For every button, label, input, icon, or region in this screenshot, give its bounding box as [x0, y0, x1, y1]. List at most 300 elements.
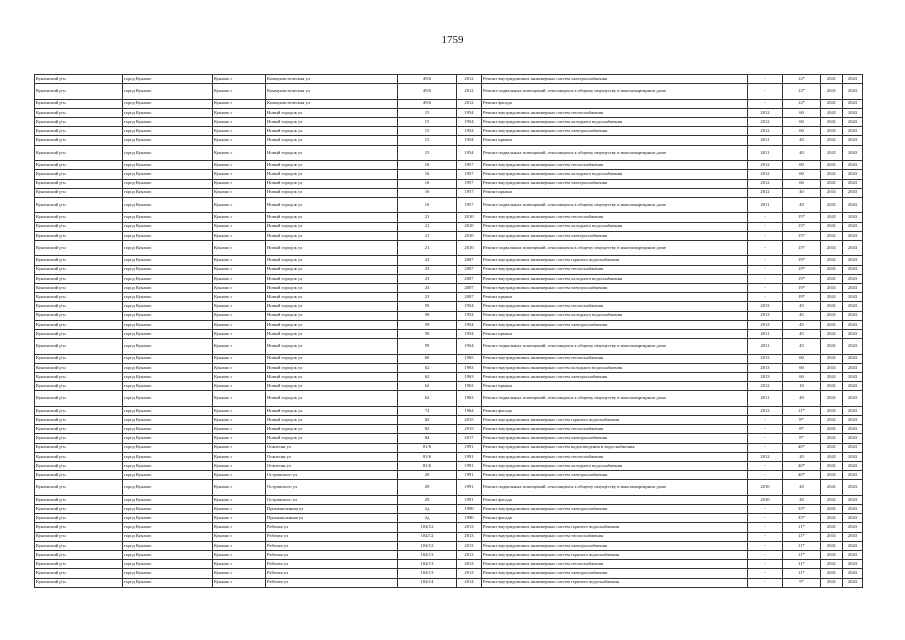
cell-settlement: город Кунашо: [123, 293, 213, 302]
cell-work-type: Ремонт внутридомовых инженерных систем холодного водоснабжения: [482, 311, 748, 320]
cell-locality: Кунашо г: [213, 293, 266, 302]
cell-work-type: Ремонт внутридомовых инженерных систем холодного водоснабжения: [482, 118, 748, 127]
cell-settlement: город Кунашо: [123, 363, 213, 372]
cell-build-year: 1954: [457, 108, 482, 117]
cell-wear-percent: 40: [783, 188, 821, 197]
cell-plan-start-year: 2041: [821, 514, 843, 523]
table-row: [35, 118, 863, 127]
cell-last-repair-year: -: [748, 222, 783, 231]
cell-district: Кунашский р-н: [35, 75, 123, 84]
cell-last-repair-year: 2012: [748, 170, 783, 179]
cell-locality: Кунашо г: [213, 329, 266, 338]
table-row: [35, 541, 863, 550]
cell-plan-start-year: 2041: [821, 541, 843, 550]
cell-district: Кунашский р-н: [35, 127, 123, 136]
cell-work-type: Ремонт внутридомовых инженерных систем электроснабжения: [482, 373, 748, 382]
cell-wear-percent: 19*: [783, 284, 821, 293]
cell-settlement: город Кунашо: [123, 495, 213, 504]
cell-work-type: Ремонт внутридомовых инженерных систем электроснабжения: [482, 320, 748, 329]
cell-wear-percent: 11*: [783, 541, 821, 550]
cell-wear-percent: 45: [783, 329, 821, 338]
cell-street: Новый городок ул: [266, 284, 398, 293]
cell-last-repair-year: 2012: [748, 118, 783, 127]
cell-plan-start-year: 2041: [821, 274, 843, 283]
cell-build-year: 1954: [457, 136, 482, 145]
cell-house-number: 49/6: [398, 99, 457, 108]
cell-street: Коммунистическая ул: [266, 84, 398, 100]
cell-house-number: 104/13: [398, 569, 457, 578]
page-number: 1759: [441, 34, 464, 46]
table-row: [35, 213, 863, 222]
cell-street: Рабочая ул: [266, 578, 398, 587]
table-row: [35, 108, 863, 117]
cell-house-number: 62: [398, 373, 457, 382]
cell-settlement: город Кунашо: [123, 320, 213, 329]
cell-build-year: 1954: [457, 329, 482, 338]
cell-house-number: 23: [398, 274, 457, 283]
cell-street: Новый городок ул: [266, 179, 398, 188]
cell-wear-percent: 60: [783, 161, 821, 170]
cell-locality: Кунашо г: [213, 84, 266, 100]
cell-wear-percent: 35*: [783, 505, 821, 514]
cell-plan-end-year: 2043: [843, 311, 863, 320]
cell-plan-end-year: 2043: [843, 541, 863, 550]
cell-work-type: Ремонт крыши: [482, 329, 748, 338]
cell-street: Новый городок ул: [266, 329, 398, 338]
cell-street: Новый городок ул: [266, 222, 398, 231]
cell-locality: Кунашо г: [213, 443, 266, 452]
cell-work-type: Ремонт внутридомовых инженерных систем электроснабжения: [482, 505, 748, 514]
cell-district: Кунашский р-н: [35, 161, 123, 170]
cell-district: Кунашский р-н: [35, 84, 123, 100]
cell-locality: Кунашо г: [213, 302, 266, 311]
cell-last-repair-year: -: [748, 532, 783, 541]
cell-wear-percent: 19*: [783, 293, 821, 302]
cell-plan-end-year: 2043: [843, 265, 863, 274]
cell-district: Кунашский р-н: [35, 532, 123, 541]
cell-work-type: Ремонт внутридомовых инженерных систем горячего водоснабжения: [482, 416, 748, 425]
cell-plan-end-year: 2043: [843, 240, 863, 256]
cell-work-type: Ремонт внутридомовых инженерных систем холодного водоснабжения: [482, 170, 748, 179]
cell-build-year: 1954: [457, 302, 482, 311]
cell-build-year: 2007: [457, 274, 482, 283]
cell-street: Новый городок ул: [266, 293, 398, 302]
cell-house-number: 74: [398, 406, 457, 415]
cell-locality: Кунашо г: [213, 578, 266, 587]
cell-locality: Кунашо г: [213, 541, 266, 550]
table-row: [35, 127, 863, 136]
cell-plan-end-year: 2043: [843, 462, 863, 471]
repair-schedule-table: [34, 74, 863, 588]
cell-house-number: 2д: [398, 505, 457, 514]
cell-house-number: 49/6: [398, 75, 457, 84]
cell-settlement: город Кунашо: [123, 197, 213, 213]
cell-build-year: 1954: [457, 145, 482, 161]
cell-house-number: 62: [398, 391, 457, 407]
cell-settlement: город Кунашо: [123, 382, 213, 391]
cell-settlement: город Кунашо: [123, 188, 213, 197]
cell-district: Кунашский р-н: [35, 471, 123, 480]
cell-build-year: 2010: [457, 240, 482, 256]
cell-house-number: 21: [398, 213, 457, 222]
cell-build-year: 2013: [457, 532, 482, 541]
cell-settlement: город Кунашо: [123, 551, 213, 560]
table-row: [35, 462, 863, 471]
cell-locality: Кунашо г: [213, 179, 266, 188]
cell-work-type: Ремонт внутридомовых инженерных систем электроснабжения: [482, 284, 748, 293]
cell-last-repair-year: -: [748, 240, 783, 256]
cell-plan-end-year: 2043: [843, 434, 863, 443]
cell-street: Новый городок ул: [266, 373, 398, 382]
cell-district: Кунашский р-н: [35, 560, 123, 569]
cell-wear-percent: 40: [783, 136, 821, 145]
table-row: [35, 274, 863, 283]
table-row: [35, 329, 863, 338]
cell-street: Оганесян ул: [266, 443, 398, 452]
cell-house-number: 84: [398, 434, 457, 443]
cell-plan-start-year: 2041: [821, 560, 843, 569]
cell-work-type: Ремонт внутридомовых инженерных систем теплоснабжения: [482, 560, 748, 569]
cell-district: Кунашский р-н: [35, 145, 123, 161]
cell-house-number: 16: [398, 179, 457, 188]
cell-plan-end-year: 2043: [843, 320, 863, 329]
cell-street: Новый городок ул: [266, 161, 398, 170]
table-row: [35, 354, 863, 363]
table-row: [35, 443, 863, 452]
cell-district: Кунашский р-н: [35, 354, 123, 363]
cell-settlement: город Кунашо: [123, 274, 213, 283]
cell-plan-end-year: 2043: [843, 108, 863, 117]
cell-build-year: 1954: [457, 339, 482, 355]
cell-street: Новый городок ул: [266, 339, 398, 355]
cell-district: Кунашский р-н: [35, 256, 123, 265]
table-row: [35, 293, 863, 302]
cell-last-repair-year: -: [748, 274, 783, 283]
cell-locality: Кунашо г: [213, 118, 266, 127]
cell-locality: Кунашо г: [213, 569, 266, 578]
table-row: [35, 311, 863, 320]
cell-plan-end-year: 2043: [843, 443, 863, 452]
cell-plan-start-year: 2041: [821, 569, 843, 578]
cell-wear-percent: 45: [783, 311, 821, 320]
cell-plan-start-year: 2041: [821, 265, 843, 274]
table-row: [35, 532, 863, 541]
cell-plan-start-year: 2041: [821, 213, 843, 222]
cell-wear-percent: 11*: [783, 560, 821, 569]
table-row: [35, 161, 863, 170]
cell-build-year: 1954: [457, 127, 482, 136]
table-row: [35, 406, 863, 415]
table-row: [35, 136, 863, 145]
cell-plan-start-year: 2041: [821, 170, 843, 179]
cell-work-type: Ремонт внутридомовых инженерных систем электроснабжения: [482, 127, 748, 136]
table-row: [35, 265, 863, 274]
cell-street: Новый городок ул: [266, 231, 398, 240]
cell-build-year: 2015: [457, 425, 482, 434]
cell-plan-end-year: 2043: [843, 391, 863, 407]
cell-street: Новый городок ул: [266, 354, 398, 363]
cell-locality: Кунашо г: [213, 354, 266, 363]
cell-district: Кунашский р-н: [35, 373, 123, 382]
cell-wear-percent: 12*: [783, 75, 821, 84]
cell-work-type: Ремонт крыши: [482, 188, 748, 197]
cell-wear-percent: 19*: [783, 256, 821, 265]
cell-plan-end-year: 2043: [843, 354, 863, 363]
cell-wear-percent: 40: [783, 391, 821, 407]
cell-house-number: 104/12: [398, 523, 457, 532]
cell-district: Кунашский р-н: [35, 578, 123, 587]
cell-settlement: город Кунашо: [123, 75, 213, 84]
cell-plan-start-year: 2041: [821, 406, 843, 415]
cell-street: Островского ул: [266, 495, 398, 504]
cell-district: Кунашский р-н: [35, 274, 123, 283]
cell-street: Оганесян ул: [266, 452, 398, 461]
cell-street: Оганесян ул: [266, 462, 398, 471]
cell-last-repair-year: 2012: [748, 382, 783, 391]
table-row: [35, 551, 863, 560]
cell-street: Новый городок ул: [266, 213, 398, 222]
cell-street: Рабочая ул: [266, 523, 398, 532]
cell-plan-end-year: 2043: [843, 329, 863, 338]
cell-build-year: 2013: [457, 560, 482, 569]
cell-street: Новый городок ул: [266, 118, 398, 127]
cell-settlement: город Кунашо: [123, 127, 213, 136]
cell-last-repair-year: 2012: [748, 452, 783, 461]
cell-plan-start-year: 2041: [821, 136, 843, 145]
cell-settlement: город Кунашо: [123, 373, 213, 382]
cell-plan-end-year: 2043: [843, 256, 863, 265]
cell-last-repair-year: 2011: [748, 136, 783, 145]
cell-last-repair-year: -: [748, 578, 783, 587]
cell-district: Кунашский р-н: [35, 462, 123, 471]
cell-locality: Кунашо г: [213, 265, 266, 274]
cell-plan-start-year: 2041: [821, 578, 843, 587]
table-row: [35, 256, 863, 265]
cell-locality: Кунашо г: [213, 145, 266, 161]
cell-settlement: город Кунашо: [123, 434, 213, 443]
cell-plan-start-year: 2041: [821, 240, 843, 256]
cell-house-number: 2д: [398, 514, 457, 523]
table-row: [35, 284, 863, 293]
cell-locality: Кунашо г: [213, 551, 266, 560]
cell-build-year: 2013: [457, 523, 482, 532]
cell-work-type: Ремонт внутридомовых инженерных систем электроснабжения: [482, 231, 748, 240]
cell-wear-percent: 45: [783, 320, 821, 329]
cell-plan-start-year: 2041: [821, 523, 843, 532]
cell-plan-end-year: 2043: [843, 284, 863, 293]
cell-settlement: город Кунашо: [123, 231, 213, 240]
cell-locality: Кунашо г: [213, 75, 266, 84]
table-row: [35, 523, 863, 532]
cell-build-year: 2012: [457, 99, 482, 108]
cell-last-repair-year: -: [748, 569, 783, 578]
cell-house-number: 29: [398, 471, 457, 480]
cell-last-repair-year: -: [748, 293, 783, 302]
cell-house-number: 104/14: [398, 578, 457, 587]
cell-street: Новый городок ул: [266, 108, 398, 117]
cell-plan-start-year: 2041: [821, 75, 843, 84]
cell-wear-percent: 45: [783, 339, 821, 355]
cell-street: Рабочая ул: [266, 551, 398, 560]
cell-district: Кунашский р-н: [35, 108, 123, 117]
cell-build-year: 1957: [457, 170, 482, 179]
cell-district: Кунашский р-н: [35, 406, 123, 415]
cell-settlement: город Кунашо: [123, 145, 213, 161]
cell-wear-percent: 60: [783, 170, 821, 179]
table-row: [35, 179, 863, 188]
cell-settlement: город Кунашо: [123, 136, 213, 145]
cell-house-number: 23: [398, 284, 457, 293]
cell-wear-percent: 19*: [783, 265, 821, 274]
cell-street: Рабочая ул: [266, 541, 398, 550]
cell-build-year: 1991: [457, 443, 482, 452]
cell-work-type: Ремонт внутридомовых инженерных систем горячего водоснабжения: [482, 256, 748, 265]
cell-locality: Кунашо г: [213, 197, 266, 213]
cell-wear-percent: 45: [783, 302, 821, 311]
cell-plan-start-year: 2041: [821, 118, 843, 127]
cell-plan-end-year: 2043: [843, 560, 863, 569]
cell-plan-start-year: 2041: [821, 382, 843, 391]
cell-settlement: город Кунашо: [123, 462, 213, 471]
cell-work-type: Ремонт внутридомовых инженерных систем электроснабжения: [482, 471, 748, 480]
cell-district: Кунашский р-н: [35, 480, 123, 496]
table-row: [35, 99, 863, 108]
cell-plan-end-year: 2043: [843, 406, 863, 415]
cell-plan-start-year: 2041: [821, 127, 843, 136]
cell-work-type: Ремонт подвальных помещений, относящихся к общему имуществу в многоквартирном доме: [482, 197, 748, 213]
cell-house-number: 16: [398, 188, 457, 197]
cell-house-number: 59: [398, 302, 457, 311]
cell-plan-end-year: 2043: [843, 480, 863, 496]
cell-wear-percent: 15*: [783, 213, 821, 222]
cell-street: Новый городок ул: [266, 256, 398, 265]
cell-wear-percent: 12*: [783, 84, 821, 100]
cell-street: Новый городок ул: [266, 311, 398, 320]
cell-settlement: город Кунашо: [123, 222, 213, 231]
cell-locality: Кунашо г: [213, 222, 266, 231]
cell-last-repair-year: -: [748, 231, 783, 240]
cell-plan-start-year: 2041: [821, 145, 843, 161]
cell-wear-percent: 40*: [783, 471, 821, 480]
cell-build-year: 2010: [457, 222, 482, 231]
cell-last-repair-year: 2012: [748, 179, 783, 188]
cell-district: Кунашский р-н: [35, 136, 123, 145]
cell-house-number: 49/6: [398, 84, 457, 100]
cell-last-repair-year: -: [748, 541, 783, 550]
cell-district: Кунашский р-н: [35, 222, 123, 231]
cell-wear-percent: 60: [783, 373, 821, 382]
table-row: [35, 471, 863, 480]
cell-district: Кунашский р-н: [35, 302, 123, 311]
cell-settlement: город Кунашо: [123, 170, 213, 179]
table-row: [35, 514, 863, 523]
cell-settlement: город Кунашо: [123, 471, 213, 480]
cell-work-type: Ремонт внутридомовых инженерных систем холодного водоснабжения: [482, 363, 748, 372]
cell-plan-start-year: 2041: [821, 363, 843, 372]
cell-build-year: 2010: [457, 231, 482, 240]
cell-locality: Кунашо г: [213, 231, 266, 240]
cell-locality: Кунашо г: [213, 339, 266, 355]
cell-plan-start-year: 2041: [821, 505, 843, 514]
cell-plan-end-year: 2043: [843, 505, 863, 514]
cell-settlement: город Кунашо: [123, 532, 213, 541]
cell-settlement: город Кунашо: [123, 329, 213, 338]
cell-locality: Кунашо г: [213, 480, 266, 496]
table-row: [35, 197, 863, 213]
cell-locality: Кунашо г: [213, 240, 266, 256]
cell-settlement: город Кунашо: [123, 302, 213, 311]
cell-locality: Кунашо г: [213, 471, 266, 480]
cell-plan-end-year: 2043: [843, 425, 863, 434]
cell-wear-percent: 8*: [783, 425, 821, 434]
cell-plan-end-year: 2043: [843, 179, 863, 188]
cell-plan-start-year: 2041: [821, 179, 843, 188]
cell-district: Кунашский р-н: [35, 231, 123, 240]
cell-settlement: город Кунашо: [123, 569, 213, 578]
cell-work-type: Ремонт подвальных помещений, относящихся к общему имуществу в многоквартирном доме: [482, 391, 748, 407]
cell-build-year: 2013: [457, 541, 482, 550]
cell-locality: Кунашо г: [213, 495, 266, 504]
cell-build-year: 1963: [457, 373, 482, 382]
cell-work-type: Ремонт внутридомовых инженерных систем холодного водоснабжения: [482, 274, 748, 283]
cell-plan-end-year: 2043: [843, 569, 863, 578]
cell-build-year: 1991: [457, 462, 482, 471]
cell-street: Новый городок ул: [266, 145, 398, 161]
cell-last-repair-year: 2012: [748, 127, 783, 136]
cell-settlement: город Кунашо: [123, 391, 213, 407]
cell-last-repair-year: -: [748, 505, 783, 514]
cell-plan-end-year: 2043: [843, 416, 863, 425]
cell-plan-start-year: 2041: [821, 256, 843, 265]
cell-work-type: Ремонт внутридомовых инженерных систем теплоснабжения: [482, 532, 748, 541]
cell-locality: Кунашо г: [213, 434, 266, 443]
cell-last-repair-year: -: [748, 471, 783, 480]
table-row: [35, 569, 863, 578]
cell-plan-end-year: 2043: [843, 373, 863, 382]
cell-district: Кунашский р-н: [35, 99, 123, 108]
cell-locality: Кунашо г: [213, 560, 266, 569]
cell-plan-start-year: 2041: [821, 161, 843, 170]
cell-house-number: 23: [398, 265, 457, 274]
cell-last-repair-year: -: [748, 265, 783, 274]
cell-wear-percent: 15*: [783, 222, 821, 231]
cell-plan-start-year: 2041: [821, 462, 843, 471]
cell-last-repair-year: -: [748, 434, 783, 443]
cell-plan-start-year: 2041: [821, 495, 843, 504]
cell-locality: Кунашо г: [213, 213, 266, 222]
cell-plan-start-year: 2041: [821, 354, 843, 363]
cell-street: Новый городок ул: [266, 274, 398, 283]
cell-build-year: 1990: [457, 514, 482, 523]
cell-work-type: Ремонт крыши: [482, 382, 748, 391]
cell-plan-start-year: 2041: [821, 222, 843, 231]
cell-wear-percent: 15*: [783, 231, 821, 240]
cell-locality: Кунашо г: [213, 514, 266, 523]
cell-street: Новый городок ул: [266, 363, 398, 372]
cell-house-number: 81/6: [398, 443, 457, 452]
table-row: [35, 373, 863, 382]
cell-last-repair-year: -: [748, 99, 783, 108]
cell-district: Кунашский р-н: [35, 434, 123, 443]
cell-last-repair-year: -: [748, 256, 783, 265]
cell-plan-end-year: 2043: [843, 222, 863, 231]
cell-plan-end-year: 2043: [843, 231, 863, 240]
cell-last-repair-year: 2013: [748, 363, 783, 372]
cell-build-year: 2007: [457, 256, 482, 265]
table-row: [35, 302, 863, 311]
cell-locality: Кунашо г: [213, 274, 266, 283]
cell-settlement: город Кунашо: [123, 265, 213, 274]
